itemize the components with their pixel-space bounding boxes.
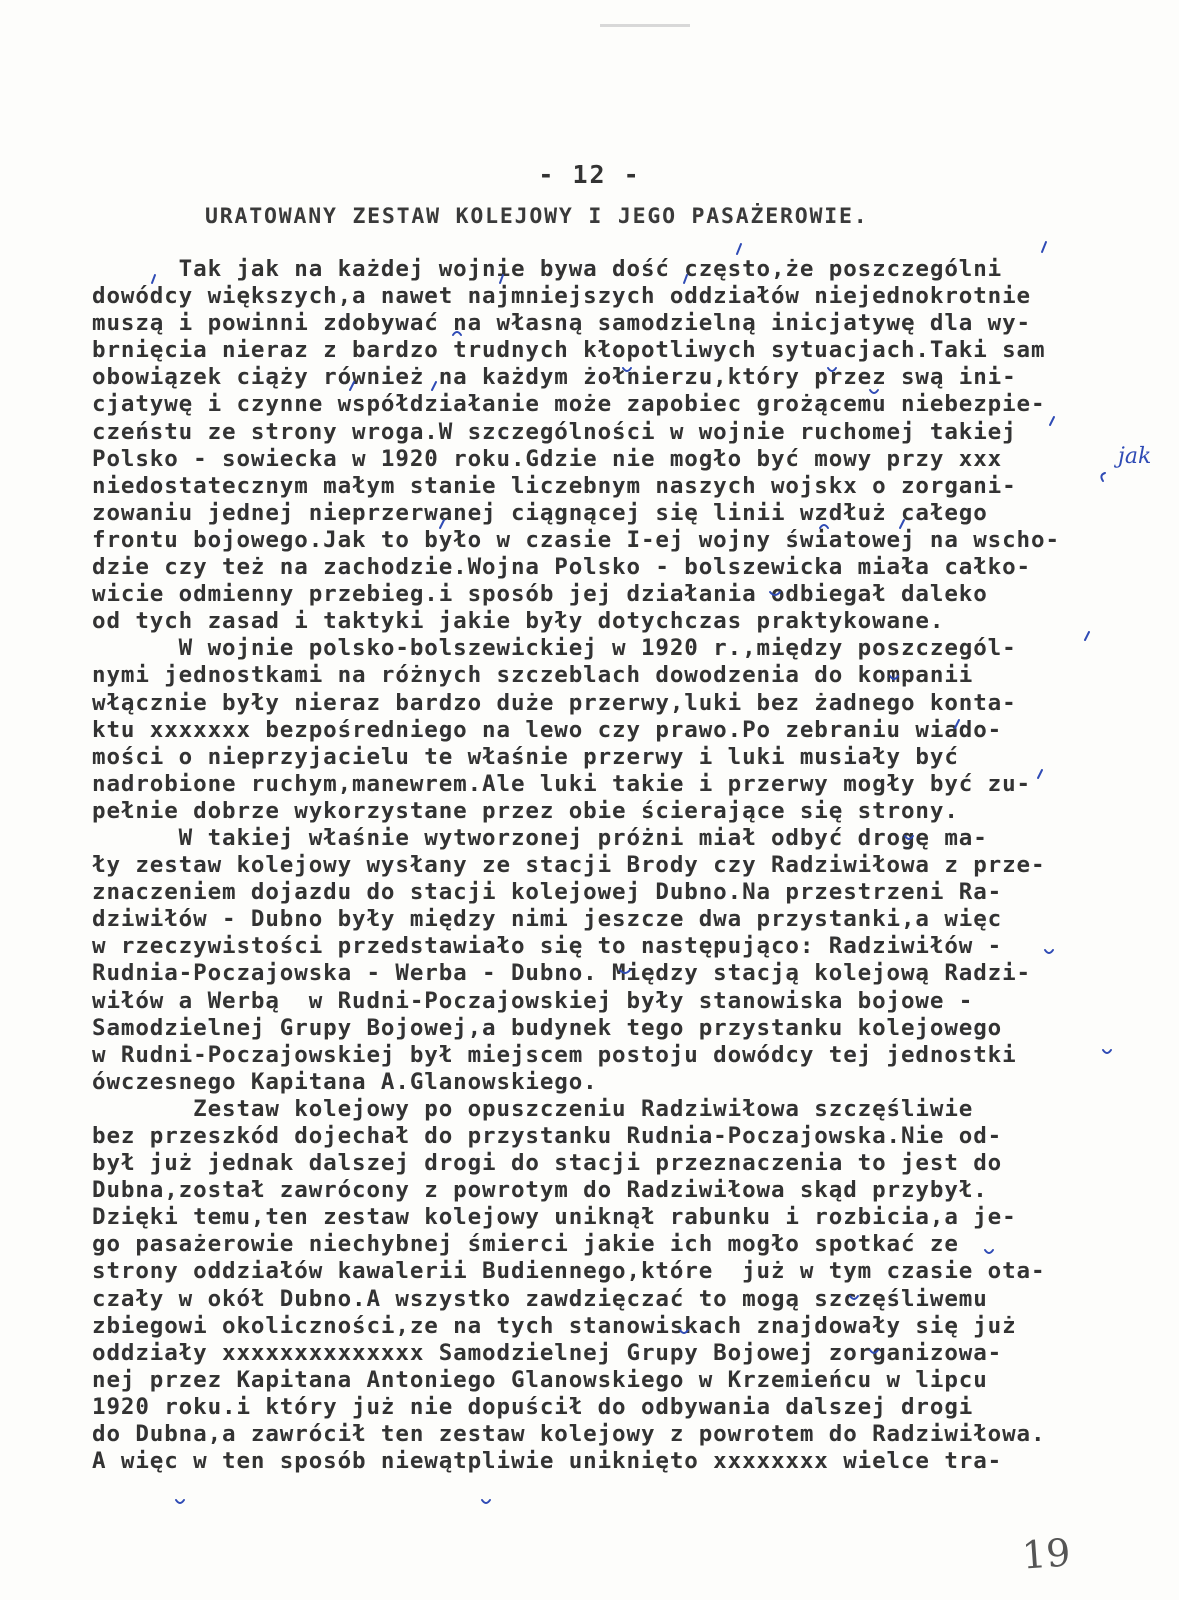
text-line: był już jednak dalszej drogi do stacji przeznaczenia to jest do [92, 1150, 1003, 1177]
text-line: mości o nieprzyjacielu te właśnie przerwy i luki musiały być [92, 743, 959, 770]
text-line: czeństu ze strony wroga.W szczególności w wojnie ruchomej takiej [92, 418, 1017, 445]
text-line: ktu xxxxxxx bezpośredniego na lewo czy prawo.Po zebraniu wiado- [92, 716, 1003, 743]
document-title: URATOWANY ZESTAW KOLEJOWY I JEGO PASAŻEROWIE. [205, 204, 869, 229]
text-line: oddziały xxxxxxxxxxxxxx Samodzielnej Grupy Bojowej zorganizowa- [92, 1339, 1003, 1366]
text-line: muszą i powinni zdobywać na własną samodzielną inicjatywę dla wy- [92, 310, 1031, 337]
text-line: niedostatecznym małym stanie liczebnym naszych wojskx o zorgani- [92, 472, 1017, 499]
text-line: ówczesnego Kapitana A.Glanowskiego. [92, 1068, 598, 1095]
text-line: ły zestaw kolejowy wysłany ze stacji Brody czy Radziwiłowa z prze- [92, 852, 1046, 879]
text-line: zbiegowi okoliczności,ze na tych stanowiskach znajdowały się już [92, 1312, 1017, 1339]
margin-note: jak [1118, 444, 1152, 469]
text-line: brnięcia nieraz z bardzo trudnych kłopotliwych sytuacjach.Taki sam [92, 337, 1046, 364]
text-line: Polsko - sowiecka w 1920 roku.Gdzie nie mogło być mowy przy xxx [92, 445, 1003, 472]
text-line: Tak jak na każdej wojnie bywa dość często,że poszczególni [92, 256, 1003, 282]
text-line: W takiej właśnie wytworzonej próżni miał odbyć drogę ma- [92, 824, 988, 851]
text-line: wiłów a Werbą w Rudni-Poczajowskiej były stanowiska bojowe - [92, 987, 974, 1014]
handwritten-page-number: 19 [1020, 1530, 1072, 1578]
text-line: nej przez Kapitana Antoniego Glanowskiego w Krzemieńcu w lipcu [92, 1366, 988, 1393]
pen-mark [737, 244, 741, 254]
text-line: włącznie były nieraz bardzo duże przerwy,luki bez żadnego konta- [92, 689, 1017, 716]
pen-mark [176, 1500, 184, 1503]
text-line: W wojnie polsko-bolszewickiej w 1920 r.,między poszczegól- [92, 635, 1017, 662]
text-line: 1920 roku.i który już nie dopuścił do odbywania dalszej drogi [92, 1393, 974, 1420]
text-line: frontu bojowego.Jak to było w czasie I-ej wojny światowej na wscho- [92, 526, 1060, 553]
text-line: Dubna,został zawrócony z powrotym do Radziwiłowa skąd przybył. [92, 1177, 988, 1204]
text-line: strony oddziałów kawalerii Budiennego,które już w tym czasie ota- [92, 1258, 1046, 1285]
text-line: w Rudni-Poczajowskiej był miejscem postoju dowódcy tej jednostki [92, 1041, 1017, 1068]
text-line: zowaniu jednej nieprzerwanej ciągnącej się linii wzdłuż całego [92, 499, 988, 526]
text-line: czały w okół Dubno.A wszystko zawdzięczać to mogą szczęśliwemu [92, 1285, 988, 1312]
page-number: - 12 - [538, 160, 641, 189]
text-line: Zestaw kolejowy po opuszczeniu Radziwiłowa szczęśliwie [92, 1095, 974, 1122]
pen-mark [482, 1500, 490, 1503]
text-line: w rzeczywistości przedstawiało się to następująco: Radziwiłów - [92, 933, 1003, 960]
text-line: Samodzielnej Grupy Bojowej,a budynek tego przystanku kolejowego [92, 1014, 1003, 1041]
text-line: dziwiłów - Dubno były między nimi jeszcze dwa przystanki,a więc [92, 906, 1003, 933]
text-line: go pasażerowie niechybnej śmierci jakie ich mogło spotkać ze [92, 1231, 959, 1258]
body-text [92, 256, 1132, 1475]
text-line: A więc w ten sposób niewątpliwie uniknięto xxxxxxxx wielce tra- [92, 1448, 1003, 1475]
text-line: bez przeszkód dojechał do przystanku Rudnia-Poczajowska.Nie od- [92, 1123, 1003, 1149]
text-line: nadrobione ruchym,manewrem.Ale luki takie i przerwy mogły być zu- [92, 770, 1031, 797]
text-line: obowiązek ciąży również na każdym żołnierzu,który przez swą ini- [92, 364, 1017, 391]
text-line: pełnie dobrze wykorzystane przez obie ścierające się strony. [92, 797, 959, 824]
text-line: dzie czy też na zachodzie.Wojna Polsko - bolszewicka miała całko- [92, 554, 1031, 581]
pen-mark [1042, 242, 1046, 252]
scan-mark [600, 24, 690, 27]
text-line: dowódcy większych,a nawet najmniejszych oddziałów niejednokrotnie [92, 283, 1031, 310]
text-line: Dzięki temu,ten zestaw kolejowy uniknął rabunku i rozbicia,a je- [92, 1204, 1017, 1231]
text-line: od tych zasad i taktyki jakie były dotychczas praktykowane. [92, 608, 945, 635]
text-line: znaczeniem dojazdu do stacji kolejowej Dubno.Na przestrzeni Ra- [92, 879, 1003, 906]
text-line: wicie odmienny przebieg.i sposób jej działania odbiegał daleko [92, 581, 988, 608]
text-line: do Dubna,a zawrócił ten zestaw kolejowy z powrotem do Radziwiłowa. [92, 1421, 1046, 1448]
text-line: Rudnia-Poczajowska - Werba - Dubno. Między stacją kolejową Radzi- [92, 960, 1031, 987]
text-line: cjatywę i czynne współdziałanie może zapobiec grożącemu niebezpie- [92, 391, 1046, 418]
text-line: nymi jednostkami na różnych szczeblach dowodzenia do kompanii [92, 662, 974, 689]
